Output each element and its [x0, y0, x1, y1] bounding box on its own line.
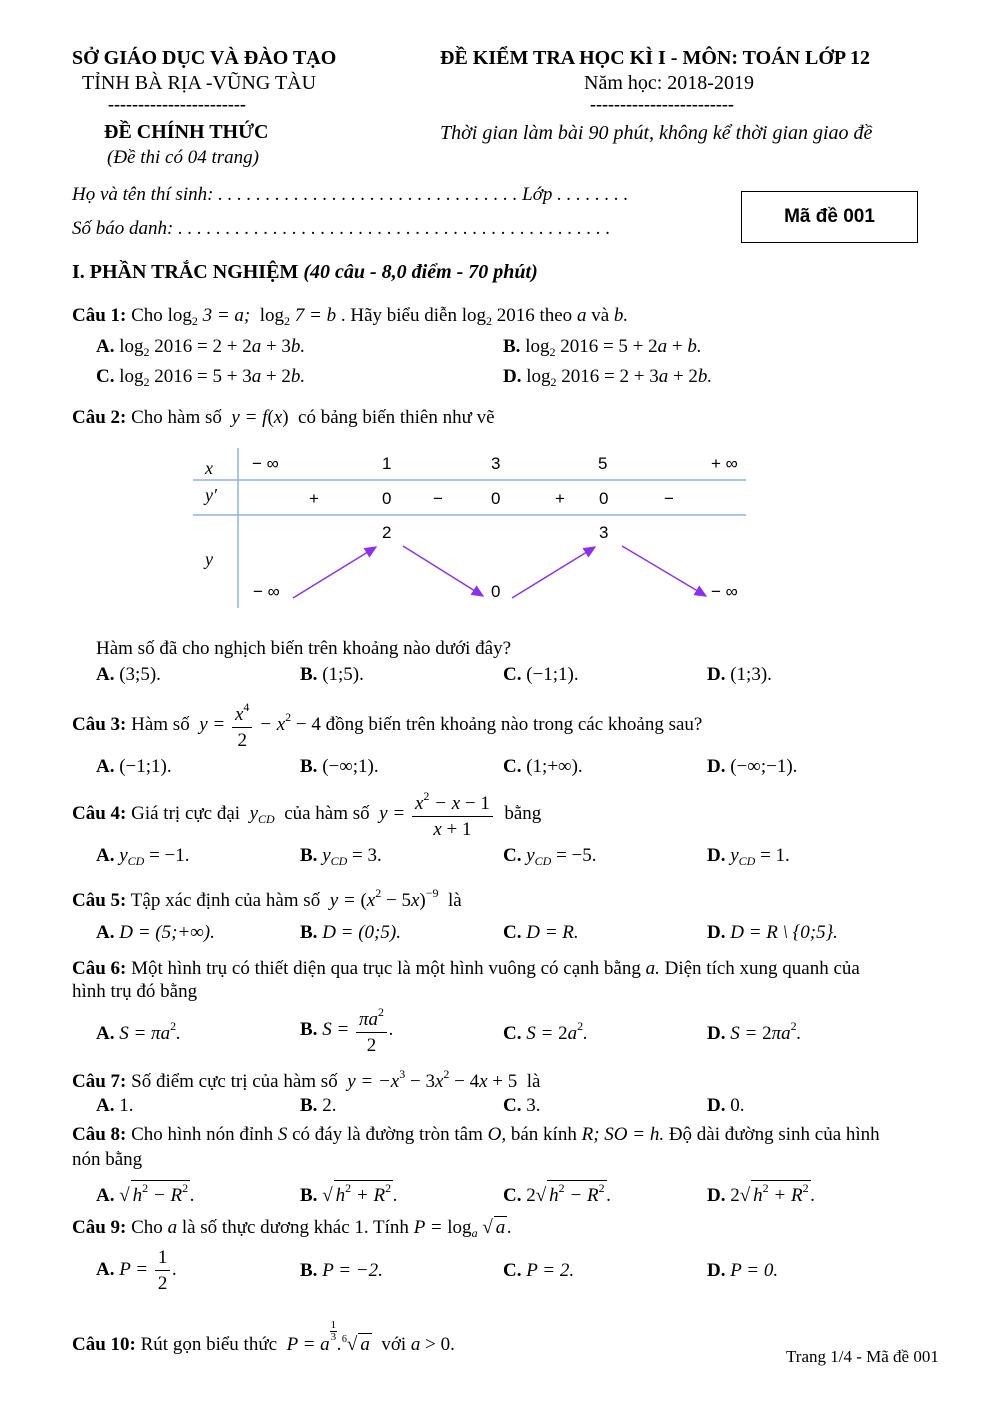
question-1: Câu 1: Cho $\log_2 3 = a$; $\log_2 7 = b$ . Hãy biểu diễn $\log_2 2016$ theo a và b. [72, 305, 629, 328]
y-value: − ∞ [253, 582, 280, 601]
x-value: 3 [491, 454, 501, 473]
question-9: Câu 9: Cho a là số thực dương khác 1. Tính $P = \log_a$ √ a . [72, 1217, 512, 1240]
school-year: Năm học: 2018-2019 [584, 72, 754, 94]
question-2: Câu 2: Cho hàm số y = f(x) có bảng biến thiên như vẽ [72, 407, 495, 428]
sign-value: − [664, 489, 674, 508]
q3-option-d[interactable]: D. (−∞;−1). [707, 756, 798, 777]
exam-title: ĐỀ KIỂM TRA HỌC KÌ I - MÔN: TOÁN LỚP 12 [440, 47, 871, 69]
official-label: ĐỀ CHÍNH THỨC [104, 121, 269, 143]
row-label-y: y [205, 549, 213, 569]
question-8: Câu 8: Cho hình nón đỉnh S có đáy là đường tròn tâm O, bán kính R; SO = h. Độ dài đường sinh của hình [72, 1124, 880, 1145]
q6-option-b[interactable]: B. S = $\frac{\pi a^2}{2}$ . [300, 1005, 394, 1056]
y-value: 2 [382, 523, 392, 542]
q3-option-a[interactable]: A. (−1;1). [96, 756, 172, 777]
question-5: Câu 5: Tập xác định của hàm số $y = (x^2 - 5x)^{-9}$ là [72, 886, 462, 911]
question-7: Câu 7: Số điểm cực trị của hàm số $y = -x^3 - 3x^2 - 4x + 5$ là [72, 1067, 541, 1092]
q7-option-b[interactable]: B. 2. [300, 1095, 337, 1116]
question-3: Câu 3: Hàm số y = $\frac{x^4}{2}$ − $x^2 - 4$ đồng biến trên khoảng nào trong các khoảng sau? [72, 700, 703, 751]
q7-option-a[interactable]: A. 1. [96, 1095, 134, 1116]
q6-option-c[interactable]: C. $S = 2a^2$. [503, 1019, 588, 1044]
q7-option-d[interactable]: D. 0. [707, 1095, 745, 1116]
q3-option-c[interactable]: C. (1;+∞). [503, 756, 583, 777]
q4-option-d[interactable]: D. $y_{CD} = 1$. [707, 845, 790, 868]
q8-option-d[interactable]: D. 2√ $h^2 + R^2$ . [707, 1181, 816, 1206]
question-4: Câu 4: Giá trị cực đại $y_{CD}$ của hàm số y = $\frac{x^2 - x - 1}{x + 1}$ bằng [72, 789, 542, 840]
province-name: TỈNH BÀ RỊA -VŨNG TÀU [82, 72, 317, 94]
q4-option-c[interactable]: C. $y_{CD} = -5$. [503, 845, 597, 868]
sign-value: 0 [599, 489, 609, 508]
sign-value: + [309, 489, 319, 508]
arrow-up-1 [293, 547, 376, 598]
y-value: 0 [491, 582, 501, 601]
q2-question: Hàm số đã cho nghịch biến trên khoảng nào dưới đây? [96, 638, 512, 659]
q2-option-c[interactable]: C. (−1;1). [503, 664, 579, 685]
exam-code: Mã đề 001 [784, 206, 875, 227]
q2-option-d[interactable]: D. (1;3). [707, 664, 772, 685]
q5-option-a[interactable]: A. D = (5;+∞). [96, 922, 215, 943]
q2-option-a[interactable]: A. (3;5). [96, 664, 161, 685]
q8-option-a[interactable]: A. √ $h^2 - R^2$ . [96, 1181, 195, 1206]
divider-left: ----------------------- [108, 94, 246, 114]
time-note: Thời gian làm bài 90 phút, không kể thời gian giao đề [440, 122, 873, 144]
dept-name: SỞ GIÁO DỤC VÀ ĐÀO TẠO [72, 47, 337, 69]
q8-option-b[interactable]: B. √ $h^2 + R^2$ . [300, 1181, 398, 1206]
section-title: I. PHẦN TRẮC NGHIỆM (40 câu - 8,0 điểm - 70 phút) [72, 261, 538, 283]
q9-option-d[interactable]: D. P = 0. [707, 1260, 779, 1281]
exam-code-box [741, 191, 918, 243]
x-value: + ∞ [711, 454, 738, 473]
student-name-line[interactable]: Họ và tên thí sinh: . . . . . . . . . . . . . . . . . . . . . . . . . . . . . . . . Lớp . . . . . . . . [72, 184, 629, 205]
student-id-line[interactable]: Số báo danh: . . . . . . . . . . . . . . . . . . . . . . . . . . . . . . . . . . . . . . . . . . . . . . [72, 218, 611, 239]
q6-option-a[interactable]: A. $S = \pi a^2$. [96, 1019, 181, 1044]
q5-option-b[interactable]: B. D = (0;5). [300, 922, 401, 943]
q8-option-c[interactable]: C. 2√ $h^2 - R^2$ . [503, 1181, 612, 1206]
row-label-yprime: y′ [205, 485, 217, 505]
x-value: 1 [382, 454, 392, 473]
q2-option-b[interactable]: B. (1;5). [300, 664, 364, 685]
question-10: Câu 10: Rút gọn biểu thức P = a $\frac{1}{3}$ .$^6$√ a với a > 0. [72, 1319, 455, 1355]
q9-option-b[interactable]: B. P = −2. [300, 1260, 383, 1281]
q1-option-b[interactable]: B. $\log_2 2016 = 5 + 2a + b$. [503, 336, 702, 359]
sign-value: − [433, 489, 443, 508]
x-value: − ∞ [252, 454, 279, 473]
q1-option-c[interactable]: C. $\log_2 2016 = 5 + 3a + 2b$. [96, 366, 306, 389]
sign-value: + [555, 489, 565, 508]
q4-option-a[interactable]: A. $y_{CD} = -1$. [96, 845, 190, 868]
y-value: − ∞ [711, 582, 738, 601]
q6-option-d[interactable]: D. $S = 2\pi a^2$. [707, 1019, 802, 1044]
q3-option-b[interactable]: B. (−∞;1). [300, 756, 379, 777]
arrow-up-2 [512, 547, 595, 598]
q1-option-a[interactable]: A. $\log_2 2016 = 2 + 2a + 3b$. [96, 336, 306, 359]
x-value: 5 [598, 454, 608, 473]
q7-option-c[interactable]: C. 3. [503, 1095, 541, 1116]
question-8-cont: nón bằng [72, 1149, 143, 1170]
pages-note: (Đề thi có 04 trang) [107, 147, 259, 168]
y-value: 3 [599, 523, 609, 542]
arrow-down-2 [622, 546, 706, 596]
q9-option-c[interactable]: C. P = 2. [503, 1260, 575, 1281]
divider-right: ------------------------ [590, 94, 734, 114]
question-6-cont: hình trụ đó bằng [72, 981, 198, 1002]
q4-option-b[interactable]: B. $y_{CD} = 3$. [300, 845, 382, 868]
sign-value: 0 [382, 489, 392, 508]
q5-option-c[interactable]: C. D = R. [503, 922, 579, 943]
q1-option-d[interactable]: D. $\log_2 2016 = 2 + 3a + 2b$. [503, 366, 713, 389]
arrow-down-1 [403, 546, 483, 596]
q9-option-a[interactable]: A. P = $\frac{1}{2}$ . [96, 1247, 178, 1294]
row-label-x: x [205, 458, 213, 478]
q5-option-d[interactable]: D. D = R \ {0;5}. [707, 922, 838, 943]
sign-value: 0 [491, 489, 501, 508]
question-6: Câu 6: Một hình trụ có thiết diện qua trục là một hình vuông có cạnh bằng a. Diện tích xung quanh của [72, 958, 860, 979]
page-footer: Trang 1/4 - Mã đề 001 [786, 1347, 939, 1366]
